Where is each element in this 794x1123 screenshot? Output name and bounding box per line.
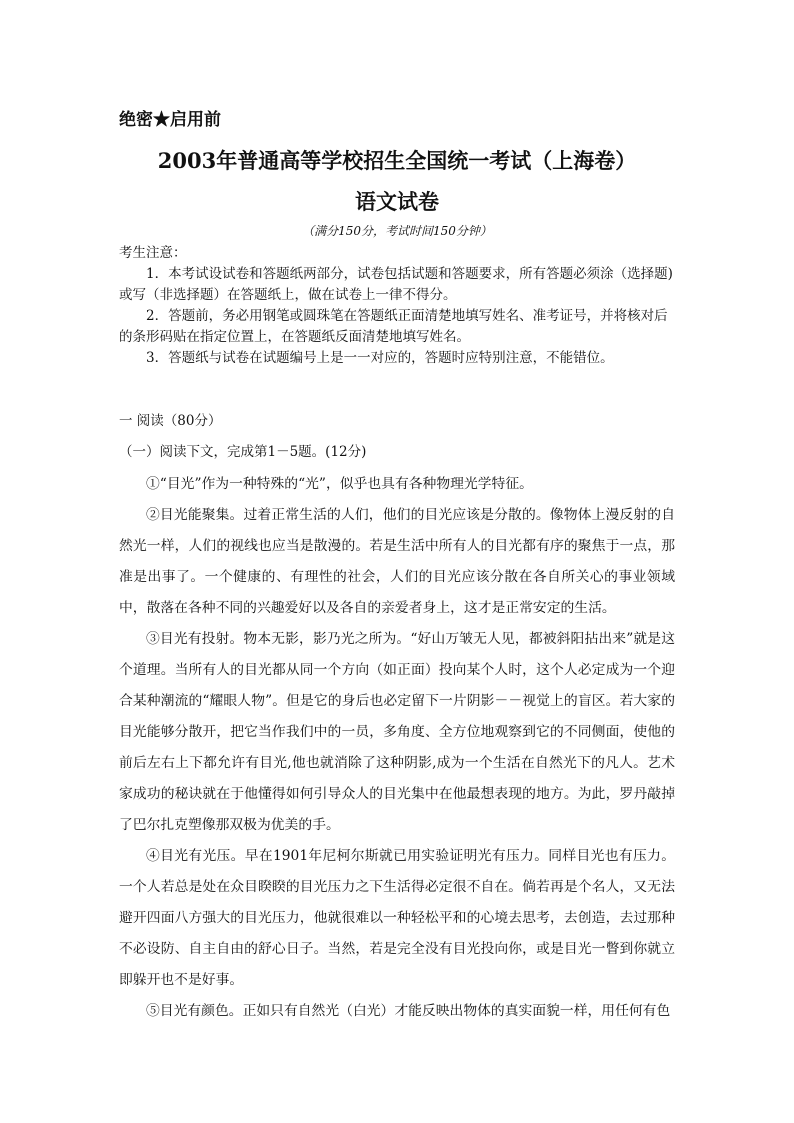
section-heading: 一 阅读（80分） bbox=[119, 413, 222, 429]
paragraph-2: ②目光能聚集。过着正常生活的人们，他们的目光应该是分散的。像物体上漫反射的自然光一样，人们的视线也应当是散漫的。若是生活中所有人的目光都有序的聚焦于一点，那准是出事了。一个健康的、有理性的社会，人们的目光应该分散在各自所关心的事业领域中，散落在各种不同的兴趣爱好以及各自的亲爱者身上，这才是正常安定的生活。 bbox=[119, 507, 675, 616]
subsection-heading: （一）阅读下文，完成第1－5题。(12分) bbox=[119, 444, 367, 460]
paragraph-5: ⑤目光有颜色。正如只有自然光（白光）才能反映出物体的真实面貌一样，用任何有色 bbox=[146, 1003, 671, 1019]
paragraph-1: ①“目光”作为一种特殊的“光”，似乎也具有各种物理光学特征。 bbox=[146, 476, 533, 492]
confidential-mark: 绝密★启用前 bbox=[119, 110, 221, 130]
reading-passage bbox=[119, 469, 675, 1027]
notice-item-2: 2．答题前，务必用钢笔或圆珠笔在答题纸正面清楚地填写姓名、准考证号，并将核对后的条形码贴在指定位置上，在答题纸反面清楚地填写姓名。 bbox=[119, 308, 668, 345]
exam-subtitle: 语文试卷 bbox=[355, 189, 439, 214]
candidate-notice bbox=[119, 243, 675, 369]
paragraph-3: ③目光有投射。物本无影，影乃光之所为。“好山万皱无人见，都被斜阳拈出来”就是这个道理。当所有人的目光都从同一个方向（如正面）投向某个人时，这个人必定成为一个迎合某种潮流的“耀眼人物”。但是它的身后也必定留下一片阴影－－视觉上的盲区。若大家的目光能够分散开，把它当作我们中的一员，多角度、全方位地观察到它的不同侧面，使他的前后左右上下都允许有目光,他也就消除了这种阴影,成为一个生活在自然光下的凡人。艺术家成功的秘诀就在于他懂得如何引导众人的目光集中在他最想表现的地方。为此，罗丹敲掉了巴尔扎克塑像那双极为优美的手。 bbox=[119, 631, 675, 833]
exam-title: 2003年普通高等学校招生全国统一考试（上海卷） bbox=[157, 148, 637, 173]
notice-item-3: 3．答题纸与试卷在试题编号上是一一对应的，答题时应特别注意，不能错位。 bbox=[146, 350, 614, 366]
notice-item-1: 1．本考试设试卷和答题纸两部分，试卷包括试题和答题要求，所有答题必须涂（选择题)或写（非选择题）在答题纸上，做在试卷上一律不得分。 bbox=[119, 266, 673, 303]
paragraph-4: ④目光有光压。早在1901年尼柯尔斯就已用实验证明光有压力。同样目光也有压力。一个人若总是处在众目睽睽的目光压力之下生活得必定很不自在。倘若再是个名人，又无法避开四面八方强大的目光压力，他就很难以一种轻松平和的心境去思考，去创造，去过那种不必设防、自主自由的舒心日子。当然，若是完全没有目光投向你，或是目光一瞥到你就立即躲开也不是好事。 bbox=[119, 848, 675, 988]
score-time-line: （满分150分，考试时间150分钟） bbox=[302, 224, 492, 238]
notice-heading: 考生注意： bbox=[119, 245, 187, 261]
